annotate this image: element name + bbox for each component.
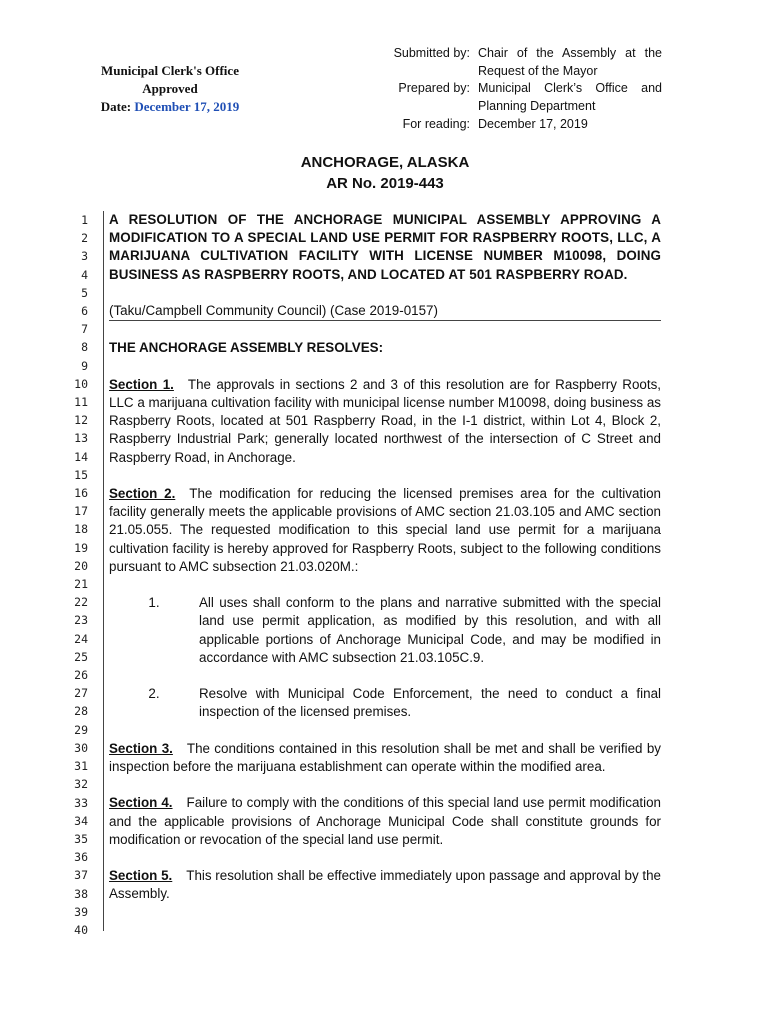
stamp-approved: Approved xyxy=(142,81,198,96)
line-number: 21 xyxy=(74,577,88,592)
gutter-divider xyxy=(103,211,104,931)
line-number: 5 xyxy=(81,285,88,300)
for-reading-label: For reading: xyxy=(402,116,470,131)
line-number: 26 xyxy=(74,668,88,683)
submission-info xyxy=(370,45,662,134)
prepared-by-value-1: Municipal Clerk’s Office and xyxy=(478,81,662,96)
resolution-title: A RESOLUTION OF THE ANCHORAGE MUNICIPAL ASSEMBLY APPROVING A MODIFICATION TO A SPECIAL LAND USE PERMIT FOR RASPBERRY ROOTS, LLC, A MARIJUANA CULTIVATION FACILITY WITH LICENSE NUMBER M10098, DOING BUSINESS AS RASPBERRY ROOTS, AND LOCATED AT 501 RASPBERRY ROAD. xyxy=(109,212,661,282)
section-3 xyxy=(109,740,661,776)
line-number: 36 xyxy=(74,850,88,865)
submitted-by-value-1: Chair of the Assembly at the xyxy=(478,46,662,60)
section-1-text: The approvals in sections 2 and 3 of this resolution are for Raspberry Roots, LLC a marijuana cultivation facility with municipal license number M10098, doing business as Raspberry Roots, located at 501 Raspberry Road, in the I-1 district, within Lot 4, Block 2, Raspberry Industrial Park; generally located northwest of the intersection of C Street and Raspberry Road, in Anchorage. xyxy=(109,376,662,465)
document-city: ANCHORAGE, ALASKA xyxy=(300,154,470,171)
condition-1-number: 1. xyxy=(148,595,160,611)
line-number: 24 xyxy=(74,631,88,646)
stamp-date xyxy=(80,98,260,116)
line-number: 4 xyxy=(81,267,88,282)
line-number: 17 xyxy=(74,504,88,519)
section-2 xyxy=(109,485,661,576)
line-number: 13 xyxy=(74,431,88,446)
section-1 xyxy=(109,376,661,467)
line-number: 16 xyxy=(74,486,88,501)
line-number: 35 xyxy=(74,831,88,846)
line-number: 18 xyxy=(74,522,88,537)
line-number: 32 xyxy=(74,777,88,792)
condition-2-number: 2. xyxy=(148,686,160,702)
line-number: 15 xyxy=(74,467,88,482)
section-5-text: This resolution shall be effective immediately upon passage and approval by the Assembly. xyxy=(109,868,661,902)
line-number: 6 xyxy=(81,304,88,319)
line-number: 31 xyxy=(74,759,88,774)
line-number: 11 xyxy=(74,395,88,410)
section-3-label: Section 3. xyxy=(109,740,173,756)
line-number: 25 xyxy=(74,649,88,664)
stamp-office: Municipal Clerk's Office xyxy=(101,63,239,78)
line-number: 10 xyxy=(74,376,88,391)
prepared-by-label: Prepared by: xyxy=(398,81,470,96)
stamp-date-value: December 17, 2019 xyxy=(134,99,240,114)
line-number: 39 xyxy=(74,904,88,919)
line-number: 23 xyxy=(74,613,88,628)
submitted-by-value-2: Request of the Mayor xyxy=(478,63,598,78)
section-3-text: The conditions contained in this resolution shall be met and shall be verified by inspection before the marijuana establishment can operate within the modified area. xyxy=(109,740,661,774)
section-5 xyxy=(109,867,661,903)
condition-2 xyxy=(109,685,661,721)
line-number: 38 xyxy=(74,886,88,901)
line-number: 8 xyxy=(81,340,88,355)
line-number: 37 xyxy=(74,868,88,883)
line-number: 40 xyxy=(74,922,88,937)
condition-1-text: All uses shall conform to the plans and narrative submitted with the special land use permit application, as modified by this resolution, and with all applicable portions of Anchorage Municipal Code, and may be modified in accordance with AMC subsection 21.03.105C.9. xyxy=(199,595,661,665)
resolves-heading: THE ANCHORAGE ASSEMBLY RESOLVES: xyxy=(109,340,384,356)
section-2-label: Section 2. xyxy=(109,485,176,501)
condition-1 xyxy=(109,594,661,667)
document-number: AR No. 2019-443 xyxy=(326,175,444,192)
line-number: 19 xyxy=(74,540,88,555)
section-5-label: Section 5. xyxy=(109,868,173,884)
line-numbers xyxy=(54,211,88,939)
condition-2-text: Resolve with Municipal Code Enforcement, the need to conduct a final inspection of the licensed premises. xyxy=(199,686,661,720)
line-number: 33 xyxy=(74,795,88,810)
prepared-by-value-2: Planning Department xyxy=(478,99,596,114)
stamp-date-label: Date: xyxy=(100,99,132,114)
line-number: 3 xyxy=(81,249,88,264)
section-2-text: The modification for reducing the licensed premises area for the cultivation facility generally meets the applicable provisions of AMC section 21.03.105 and AMC section 21.05.055. The requested modification to this special land use permit for a marijuana cultivation facility is hereby approved for Raspberry Roots, subject to the following conditions pursuant to AMC subsection 21.03.020M.: xyxy=(109,485,661,574)
line-number: 7 xyxy=(81,322,88,337)
line-number: 27 xyxy=(74,686,88,701)
section-4-label: Section 4. xyxy=(109,795,173,811)
section-4 xyxy=(109,794,661,849)
section-1-label: Section 1. xyxy=(109,376,174,392)
line-number: 20 xyxy=(74,558,88,573)
line-number: 12 xyxy=(74,413,88,428)
submitted-by-label: Submitted by: xyxy=(393,46,470,60)
line-number: 28 xyxy=(74,704,88,719)
line-number: 1 xyxy=(81,213,88,227)
for-reading-value: December 17, 2019 xyxy=(478,116,588,131)
clerk-approval-stamp xyxy=(80,62,260,116)
line-number: 34 xyxy=(74,813,88,828)
community-council: (Taku/Campbell Community Council) (Case 2019-0157) xyxy=(109,302,661,321)
line-number: 2 xyxy=(81,231,88,246)
line-number: 22 xyxy=(74,595,88,610)
resolution-body xyxy=(109,211,661,904)
line-number: 30 xyxy=(74,740,88,755)
line-number: 29 xyxy=(74,722,88,737)
section-4-text: Failure to comply with the conditions of this special land use permit modification and the applicable provisions of Anchorage Municipal Code shall constitute grounds for modification or revocation of the special land use permit. xyxy=(109,795,661,847)
line-number: 14 xyxy=(74,449,88,464)
line-number: 9 xyxy=(81,358,88,373)
